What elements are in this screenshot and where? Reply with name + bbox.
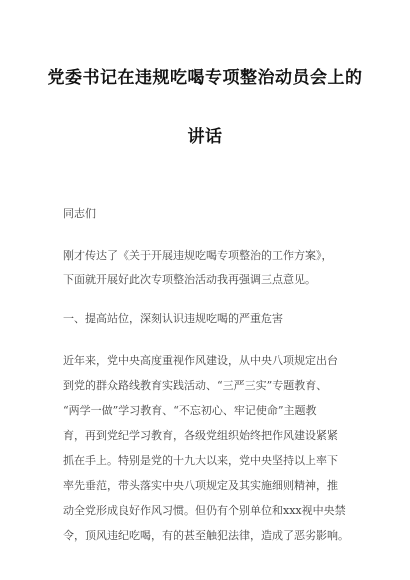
body-line: 率先垂范，带头落实中央八项规定及其实施细则精神，推: [63, 479, 338, 492]
salutation: 同志们: [63, 207, 96, 220]
document-title-line-2: 讲话: [187, 127, 223, 147]
document-title-line-1: 党委书记在违规吃喝专项整治动员会上的: [47, 68, 363, 88]
body-line: 近年来，党中央高度重视作风建设，从中央八项规定出台: [63, 354, 338, 367]
body-line: 令，顶风违纪吃喝，有的甚至触犯法律，造成了恶劣影响。: [63, 529, 349, 542]
intro-line: 刚才传达了《关于开展违规吃喝专项整治的工作方案》，: [63, 249, 333, 262]
body-line: “两学一做”学习教育、“不忘初心、牢记使命”主题教: [63, 404, 317, 417]
body-paragraph: [63, 348, 363, 548]
section-heading: 一、提高站位，深刻认识违规吃喝的严重危害: [63, 312, 283, 325]
intro-line: 下面就开展好此次专项整治活动我再强调三点意见。: [63, 273, 316, 286]
body-line: 育，再到党纪学习教育，各级党组织始终把作风建设紧紧: [63, 429, 338, 442]
body-line: 到党的群众路线教育实践活动、“三严三实”专题教育、: [63, 379, 328, 392]
intro-paragraph: [63, 244, 361, 292]
body-line: 动全党形成良好作风习惯。但仍有个别单位和xxx视中央禁: [63, 504, 346, 517]
body-line: 抓在手上。特别是党的十九大以来，党中央坚持以上率下: [63, 454, 338, 467]
